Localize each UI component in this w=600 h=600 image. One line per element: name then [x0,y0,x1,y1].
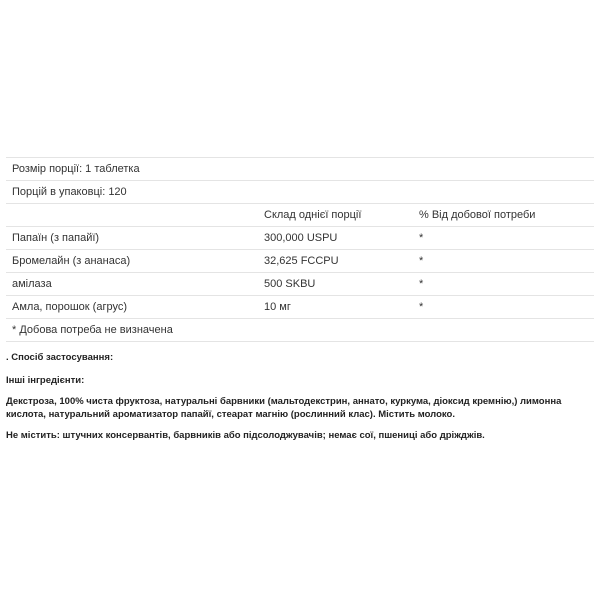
servings-per-container: Порцій в упаковці: 120 [6,181,594,204]
footnote-row [6,319,594,342]
header-daily-value: % Від добової потреби [413,204,594,227]
servings-per-container-row [6,181,594,204]
header-amount: Склад однієї порції [258,204,413,227]
table-row [6,250,594,273]
ingredient-amount: 500 SKBU [258,273,413,296]
ingredient-daily-value: * [413,250,594,273]
usage-title: . Спосіб застосування: [6,352,114,363]
ingredient-name: Папаїн (з папайї) [6,227,258,250]
ingredient-daily-value: * [413,227,594,250]
ingredient-daily-value: * [413,273,594,296]
ingredient-name: Бромелайн (з ананаса) [6,250,258,273]
ingredient-amount: 32,625 FCCPU [258,250,413,273]
header-ingredient [6,204,258,227]
footnote: * Добова потреба не визначена [6,319,594,342]
serving-size-row [6,158,594,181]
other-ingredients-text: Декстроза, 100% чиста фруктоза, натуральні барвники (мальтодекстрин, аннато, куркума, діоксид кремнію,) лимонна кислота, натуральний ароматизатор папайї, стеарат магнію (рослинний клас). Містить молоко. [6,396,562,420]
supplement-facts-table [6,157,594,342]
table-row [6,273,594,296]
serving-size: Розмір порції: 1 таблетка [6,158,594,181]
ingredient-name: амілаза [6,273,258,296]
ingredient-amount: 10 мг [258,296,413,319]
other-ingredients-title: Інші інгредієнти: [6,375,85,386]
table-header-row [6,204,594,227]
ingredient-daily-value: * [413,296,594,319]
not-contains-text: Не містить: штучних консервантів, барвників або підсолоджувачів; немає сої, пшениці або дріжджів. [6,430,485,441]
ingredient-amount: 300,000 USPU [258,227,413,250]
ingredient-name: Амла, порошок (агрус) [6,296,258,319]
table-row [6,296,594,319]
table-row [6,227,594,250]
